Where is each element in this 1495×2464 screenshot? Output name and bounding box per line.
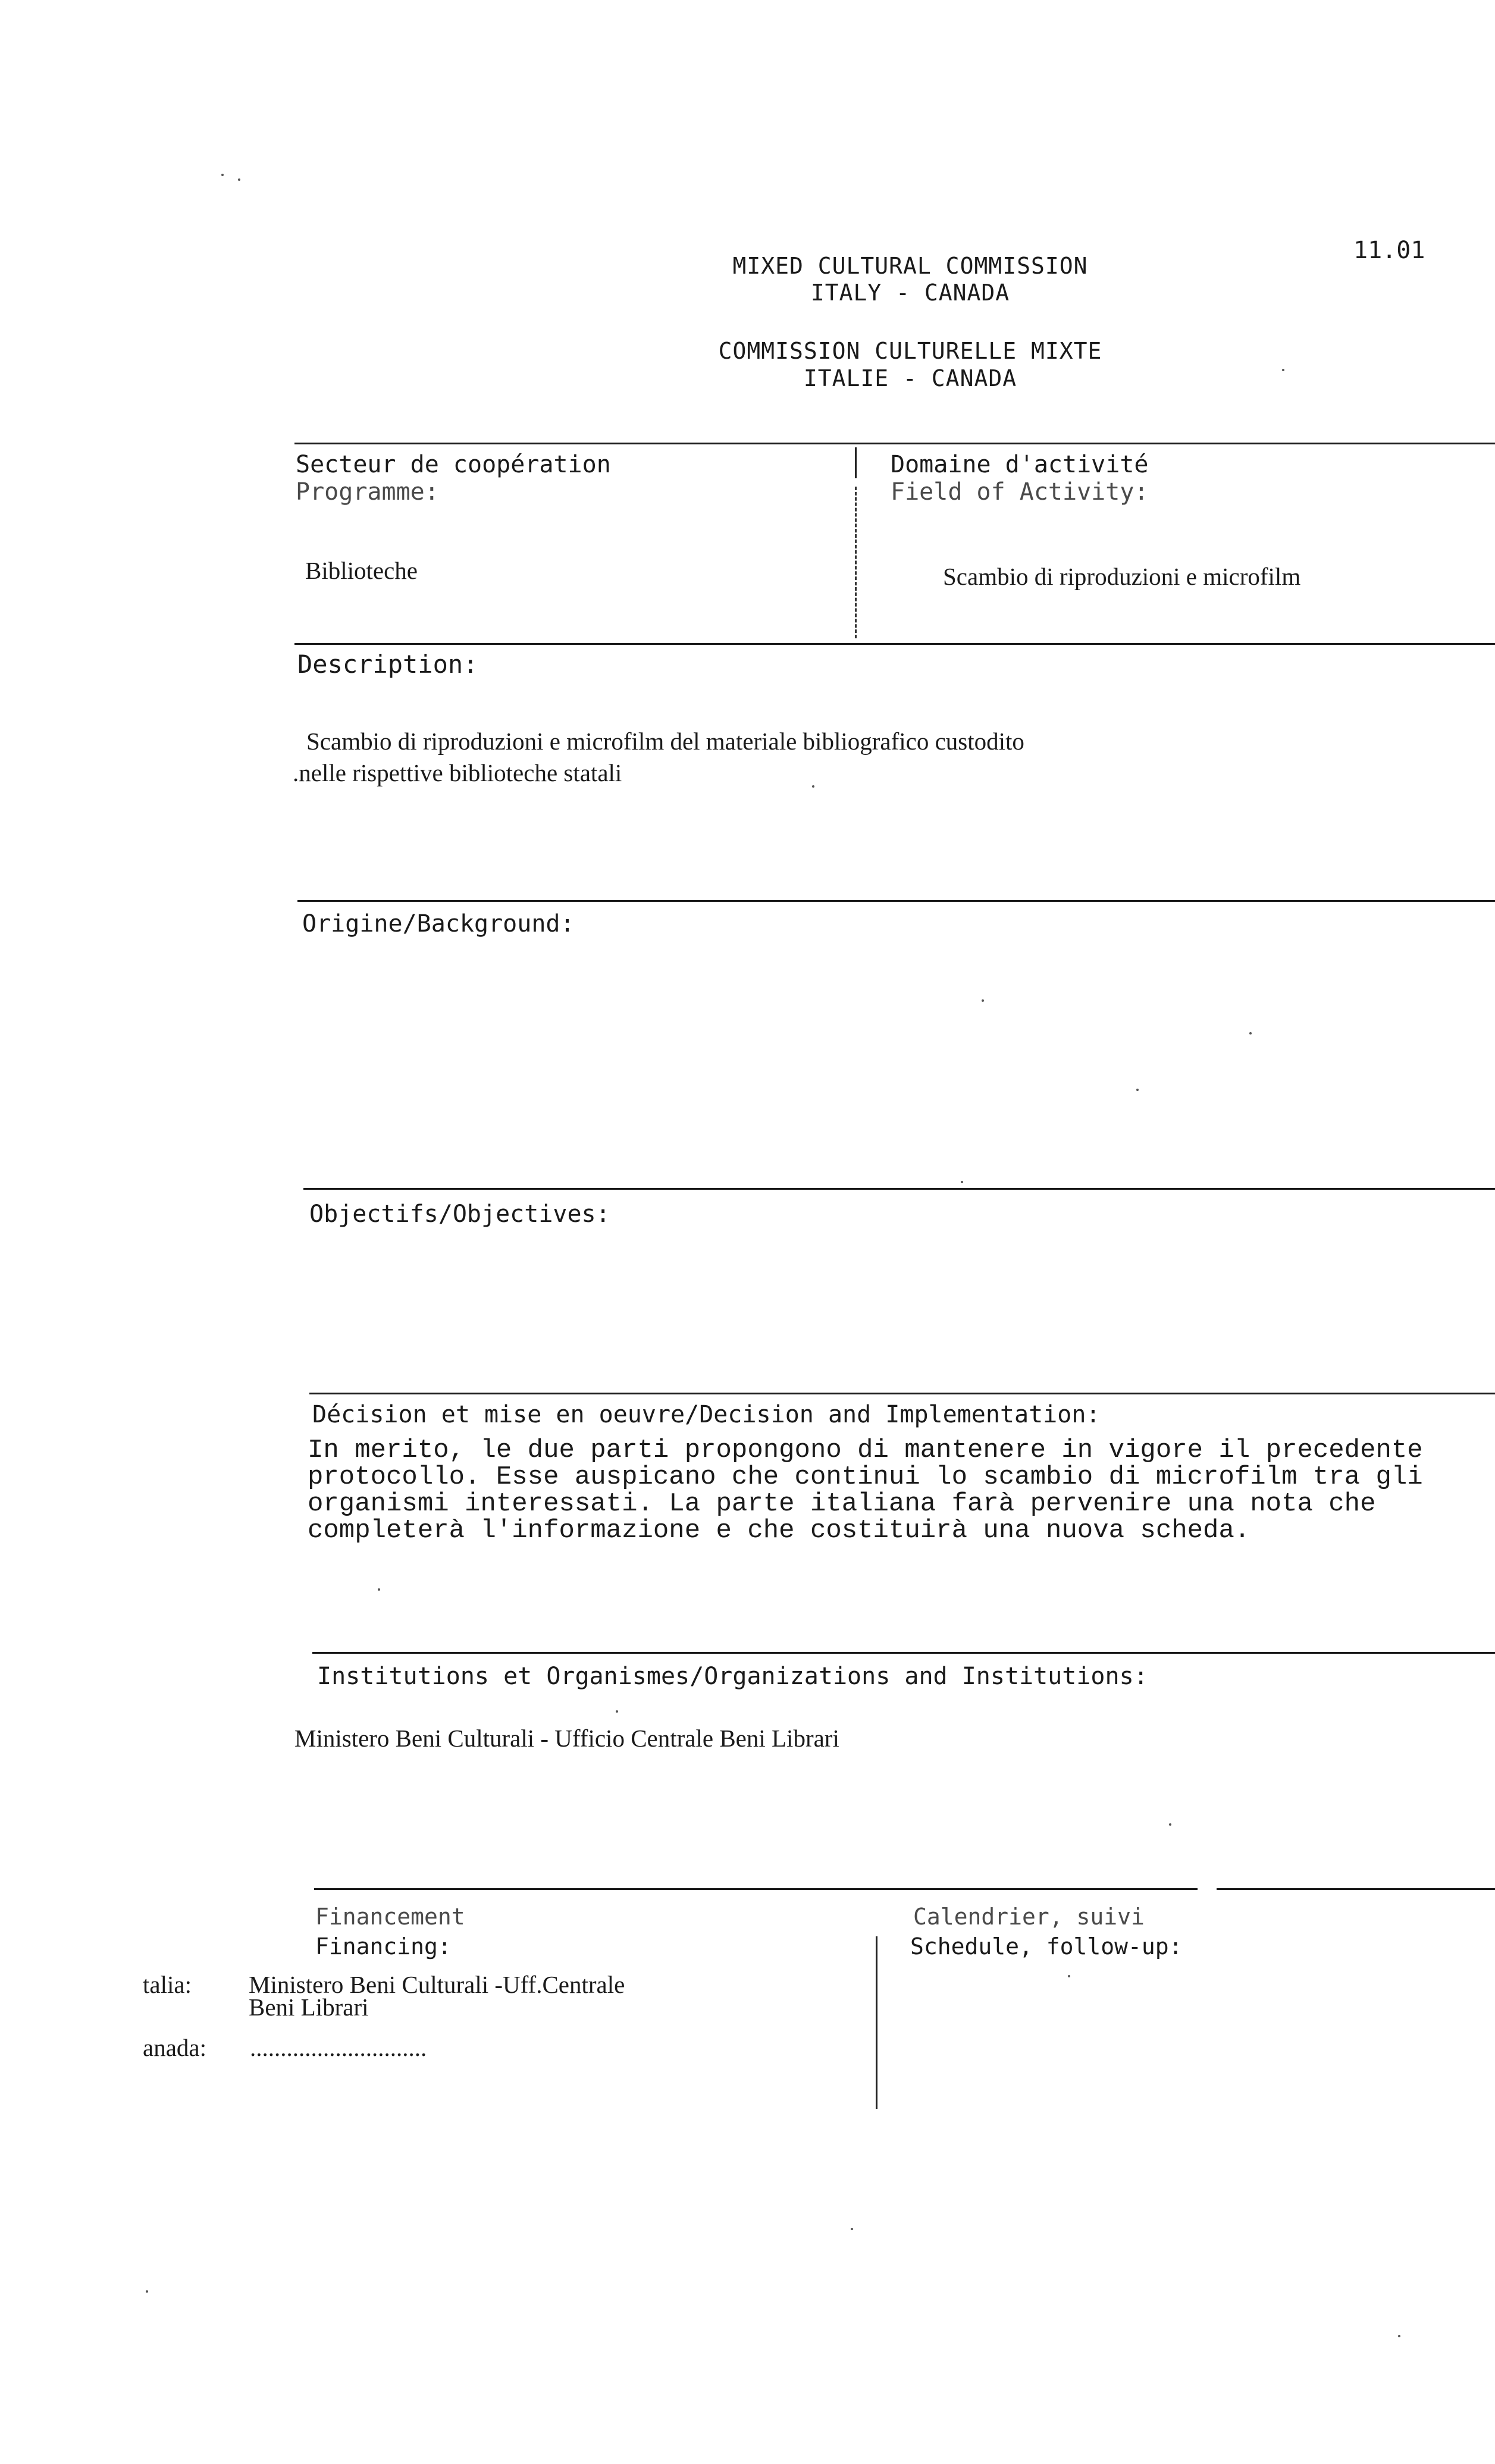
decision-line-1: In merito, le due parti propongono di mantenere in vigore il precedente <box>308 1435 1423 1465</box>
page-number: 11.01 <box>1353 237 1425 264</box>
divider-decision <box>309 1393 1495 1394</box>
description-line-2: .nelle rispettive biblioteche statali <box>293 759 622 786</box>
decision-line-4: completerà l'informazione e che costituirà una nuova scheda. <box>308 1516 1250 1546</box>
description-label: Description: <box>297 650 478 679</box>
programme-label-en: Programme: <box>296 478 439 506</box>
field-label-en: Field of Activity: <box>891 478 1149 506</box>
decision-line-3: organismi interessati. La parte italiana farà pervenire una nota che <box>308 1489 1376 1519</box>
objectives-label: Objectifs/Objectives: <box>309 1200 610 1228</box>
column-divider-bottom <box>876 1936 877 2109</box>
scan-speck <box>221 174 224 176</box>
divider-financing-left <box>314 1888 1198 1890</box>
scan-speck <box>1136 1089 1139 1091</box>
divider-top <box>294 443 1495 444</box>
divider-background <box>297 900 1495 902</box>
scan-speck <box>1398 2335 1400 2337</box>
description-line-1: Scambio di riproduzioni e microfilm del materiale bibliografico custodito <box>306 728 1024 755</box>
scan-speck <box>961 1181 963 1183</box>
scan-speck <box>146 2290 148 2293</box>
divider-objectives <box>303 1188 1495 1190</box>
background-label: Origine/Background: <box>302 910 575 938</box>
programme-label-fr: Secteur de coopération <box>296 451 611 478</box>
scan-speck <box>1169 1823 1171 1826</box>
column-divider-top <box>855 447 857 478</box>
financing-label-fr: Financement <box>315 1904 465 1930</box>
divider-description <box>294 643 1495 645</box>
scan-speck <box>1282 369 1284 371</box>
scan-speck <box>851 2228 853 2230</box>
scan-speck <box>1249 1032 1252 1034</box>
financing-canada-value: ............................. <box>250 2034 427 2061</box>
schedule-label-en: Schedule, follow-up: <box>910 1933 1183 1960</box>
decision-line-2: protocollo. Esse auspicano che continui lo scambio di microfilm tra gli <box>308 1462 1423 1492</box>
programme-value: Biblioteche <box>305 557 418 584</box>
scan-speck <box>378 1588 380 1591</box>
scan-speck <box>238 178 240 181</box>
header-en-title: MIXED CULTURAL COMMISSION <box>732 253 1088 279</box>
divider-financing-right <box>1217 1888 1495 1890</box>
institutions-label: Institutions et Organismes/Organizations and Institutions: <box>317 1663 1148 1690</box>
schedule-label-fr: Calendrier, suivi <box>913 1904 1145 1930</box>
financing-italia-line-2: Beni Librari <box>249 1993 369 2021</box>
header-en-countries: ITALY - CANADA <box>810 280 1010 306</box>
column-divider-dashed <box>855 487 857 638</box>
financing-canada-label: anada: <box>143 2034 206 2061</box>
financing-label-en: Financing: <box>315 1933 452 1960</box>
scan-speck <box>1068 1975 1070 1977</box>
institutions-value: Ministero Beni Culturali - Ufficio Centrale Beni Librari <box>294 1725 839 1752</box>
decision-label: Décision et mise en oeuvre/Decision and Implementation: <box>312 1401 1101 1428</box>
financing-italia-label: talia: <box>143 1971 192 1998</box>
scan-speck <box>812 785 814 788</box>
financing-italia-line-1: Ministero Beni Culturali -Uff.Centrale <box>249 1971 625 1998</box>
scan-speck <box>982 999 984 1002</box>
divider-institutions <box>312 1652 1495 1654</box>
header-fr-title: COMMISSION CULTURELLE MIXTE <box>718 338 1102 364</box>
scan-speck <box>616 1710 618 1713</box>
field-label-fr: Domaine d'activité <box>891 451 1149 478</box>
header-fr-countries: ITALIE - CANADA <box>803 365 1017 391</box>
field-value: Scambio di riproduzioni e microfilm <box>943 563 1301 590</box>
